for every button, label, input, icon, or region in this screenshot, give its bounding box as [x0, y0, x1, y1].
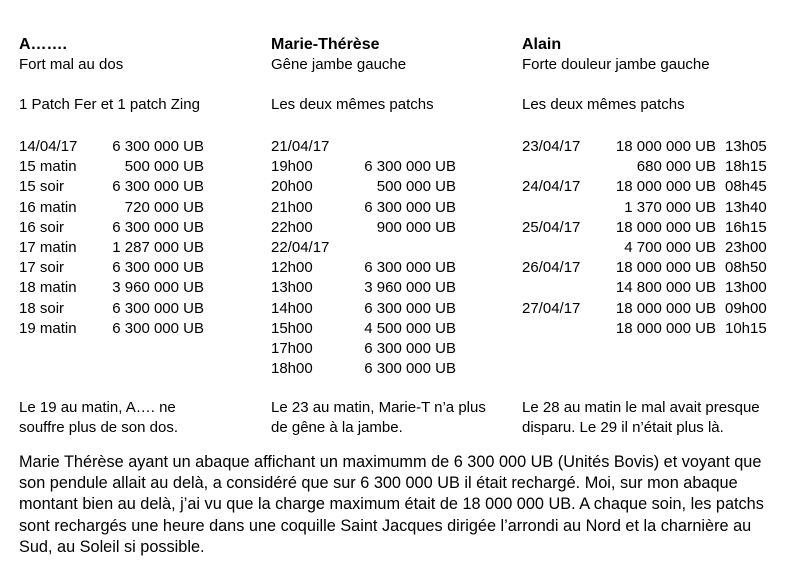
log-time: 08h50	[725, 259, 767, 277]
log-value: 720 000 UB	[124, 198, 204, 216]
log-value: 680 000 UB	[636, 158, 716, 176]
log-row	[271, 137, 511, 157]
log-date: 14h00	[271, 299, 313, 317]
log-date: 13h00	[271, 279, 313, 297]
log-time: 13h00	[725, 279, 767, 297]
log-value: 18 000 000 UB	[615, 178, 716, 196]
log-date: 12h00	[271, 259, 313, 277]
log-row	[271, 339, 511, 359]
log-row	[522, 177, 790, 197]
patient-name: Marie-Thérèse	[271, 36, 380, 53]
log-date: 24/04/17	[522, 178, 581, 196]
log-date: 19 matin	[19, 319, 77, 337]
patient-patches: Les deux mêmes patchs	[271, 96, 434, 113]
log-value: 1 370 000 UB	[624, 198, 716, 216]
log-date: 23/04/17	[522, 138, 581, 155]
log-row	[522, 278, 790, 298]
log-date: 18h00	[271, 360, 313, 378]
log-date: 15h00	[271, 319, 313, 337]
log-date: 26/04/17	[522, 259, 581, 277]
log-value: 4 500 000 UB	[364, 319, 456, 337]
log-value: 6 300 000 UB	[364, 259, 456, 277]
patient-complaint: Forte douleur jambe gauche	[522, 56, 710, 73]
log-row	[522, 157, 790, 177]
log-value: 6 300 000 UB	[364, 360, 456, 378]
log-row	[271, 278, 511, 298]
log-value: 18 000 000 UB	[615, 138, 716, 155]
log-date: 14/04/17	[19, 138, 78, 155]
log-row	[522, 198, 790, 218]
log-date: 16 soir	[19, 218, 65, 236]
log-row	[522, 137, 790, 157]
log-value: 6 300 000 UB	[112, 259, 204, 277]
log-value: 500 000 UB	[376, 178, 456, 196]
log-row	[19, 177, 259, 197]
patient-outcome: Le 19 au matin, A…. ne souffre plus de son dos.	[19, 399, 178, 436]
explanation-paragraph	[19, 452, 779, 558]
log-date: 27/04/17	[522, 299, 581, 317]
log-date: 15 soir	[19, 178, 65, 196]
log-date: 19h00	[271, 158, 313, 176]
patient-name: A…….	[19, 36, 67, 53]
log-value: 6 300 000 UB	[364, 299, 456, 317]
log-row	[271, 319, 511, 339]
log-row	[271, 238, 511, 258]
log-row	[271, 218, 511, 238]
log-row	[19, 319, 259, 339]
log-value: 3 960 000 UB	[112, 279, 204, 297]
log-value: 6 300 000 UB	[112, 138, 204, 155]
log-row	[19, 238, 259, 258]
log-row	[271, 177, 511, 197]
treatment-log	[271, 137, 511, 379]
log-value: 6 300 000 UB	[112, 178, 204, 196]
log-row	[271, 299, 511, 319]
log-row	[19, 278, 259, 298]
log-row	[522, 299, 790, 319]
log-row	[19, 198, 259, 218]
log-value: 6 300 000 UB	[112, 299, 204, 317]
log-value: 3 960 000 UB	[364, 279, 456, 297]
log-row	[19, 258, 259, 278]
patient-complaint: Gêne jambe gauche	[271, 56, 407, 73]
log-row	[522, 319, 790, 339]
log-value: 6 300 000 UB	[364, 198, 456, 216]
log-value: 6 300 000 UB	[364, 158, 456, 176]
patient-name: Alain	[522, 36, 562, 53]
log-row	[522, 218, 790, 238]
log-time: 13h05	[725, 138, 767, 155]
log-row	[19, 157, 259, 177]
log-value: 6 300 000 UB	[112, 218, 204, 236]
explanation-text: Marie Thérèse ayant un abaque affichant un maximumm de 6 300 000 UB (Unités Bovis) et voyant que son pendule allait au delà, a considéré que sur 6 300 000 UB il était rechargé. Moi, sur mon abaque montant bien au delà, j’ai vu que la charge maximum était de 18 000 000 UB. A chaque soin, les patchs sont rechargés une heure dans une coquille Saint Jacques dirigée l’arrondi au Nord et la charnière au Sud, au Soleil si possible.	[19, 453, 764, 556]
log-row	[271, 359, 511, 379]
log-value: 6 300 000 UB	[364, 339, 456, 357]
log-time: 23h00	[725, 238, 767, 256]
log-value: 900 000 UB	[376, 218, 456, 236]
log-value: 18 000 000 UB	[615, 218, 716, 236]
log-value: 500 000 UB	[124, 158, 204, 176]
log-date: 21h00	[271, 198, 313, 216]
log-time: 10h15	[725, 319, 767, 337]
log-time: 18h15	[725, 158, 767, 176]
log-value: 1 287 000 UB	[112, 238, 204, 256]
patient-outcome: Le 23 au matin, Marie-T n’a plus de gêne à la jambe.	[271, 399, 486, 436]
log-time: 16h15	[725, 218, 767, 236]
log-value: 4 700 000 UB	[624, 238, 716, 256]
log-date: 17 soir	[19, 259, 65, 277]
patient-patches: 1 Patch Fer et 1 patch Zing	[19, 96, 200, 113]
log-value: 14 800 000 UB	[615, 279, 716, 297]
log-time: 08h45	[725, 178, 767, 196]
treatment-log	[19, 137, 259, 339]
log-row	[522, 258, 790, 278]
patient-outcome: Le 28 au matin le mal avait presque disparu. Le 29 il n’était plus là.	[522, 399, 760, 436]
log-date: 20h00	[271, 178, 313, 196]
log-date: 15 matin	[19, 158, 77, 176]
log-date: 25/04/17	[522, 218, 581, 236]
log-value: 18 000 000 UB	[615, 299, 716, 317]
log-time: 13h40	[725, 198, 767, 216]
log-date: 17h00	[271, 339, 313, 357]
log-value: 18 000 000 UB	[615, 259, 716, 277]
log-row	[19, 218, 259, 238]
log-date: 16 matin	[19, 198, 77, 216]
log-row	[271, 198, 511, 218]
log-date: 22/04/17	[271, 238, 330, 256]
patient-complaint: Fort mal au dos	[19, 56, 124, 73]
log-value: 6 300 000 UB	[112, 319, 204, 337]
log-row	[271, 157, 511, 177]
log-row	[19, 137, 259, 157]
log-date: 18 soir	[19, 299, 65, 317]
log-date: 22h00	[271, 218, 313, 236]
log-value: 18 000 000 UB	[615, 319, 716, 337]
patient-patches: Les deux mêmes patchs	[522, 96, 685, 113]
log-date: 17 matin	[19, 238, 77, 256]
log-date: 21/04/17	[271, 138, 330, 155]
log-date: 18 matin	[19, 279, 77, 297]
treatment-log	[522, 137, 790, 339]
log-time: 09h00	[725, 299, 767, 317]
log-row	[19, 299, 259, 319]
log-row	[271, 258, 511, 278]
log-row	[522, 238, 790, 258]
